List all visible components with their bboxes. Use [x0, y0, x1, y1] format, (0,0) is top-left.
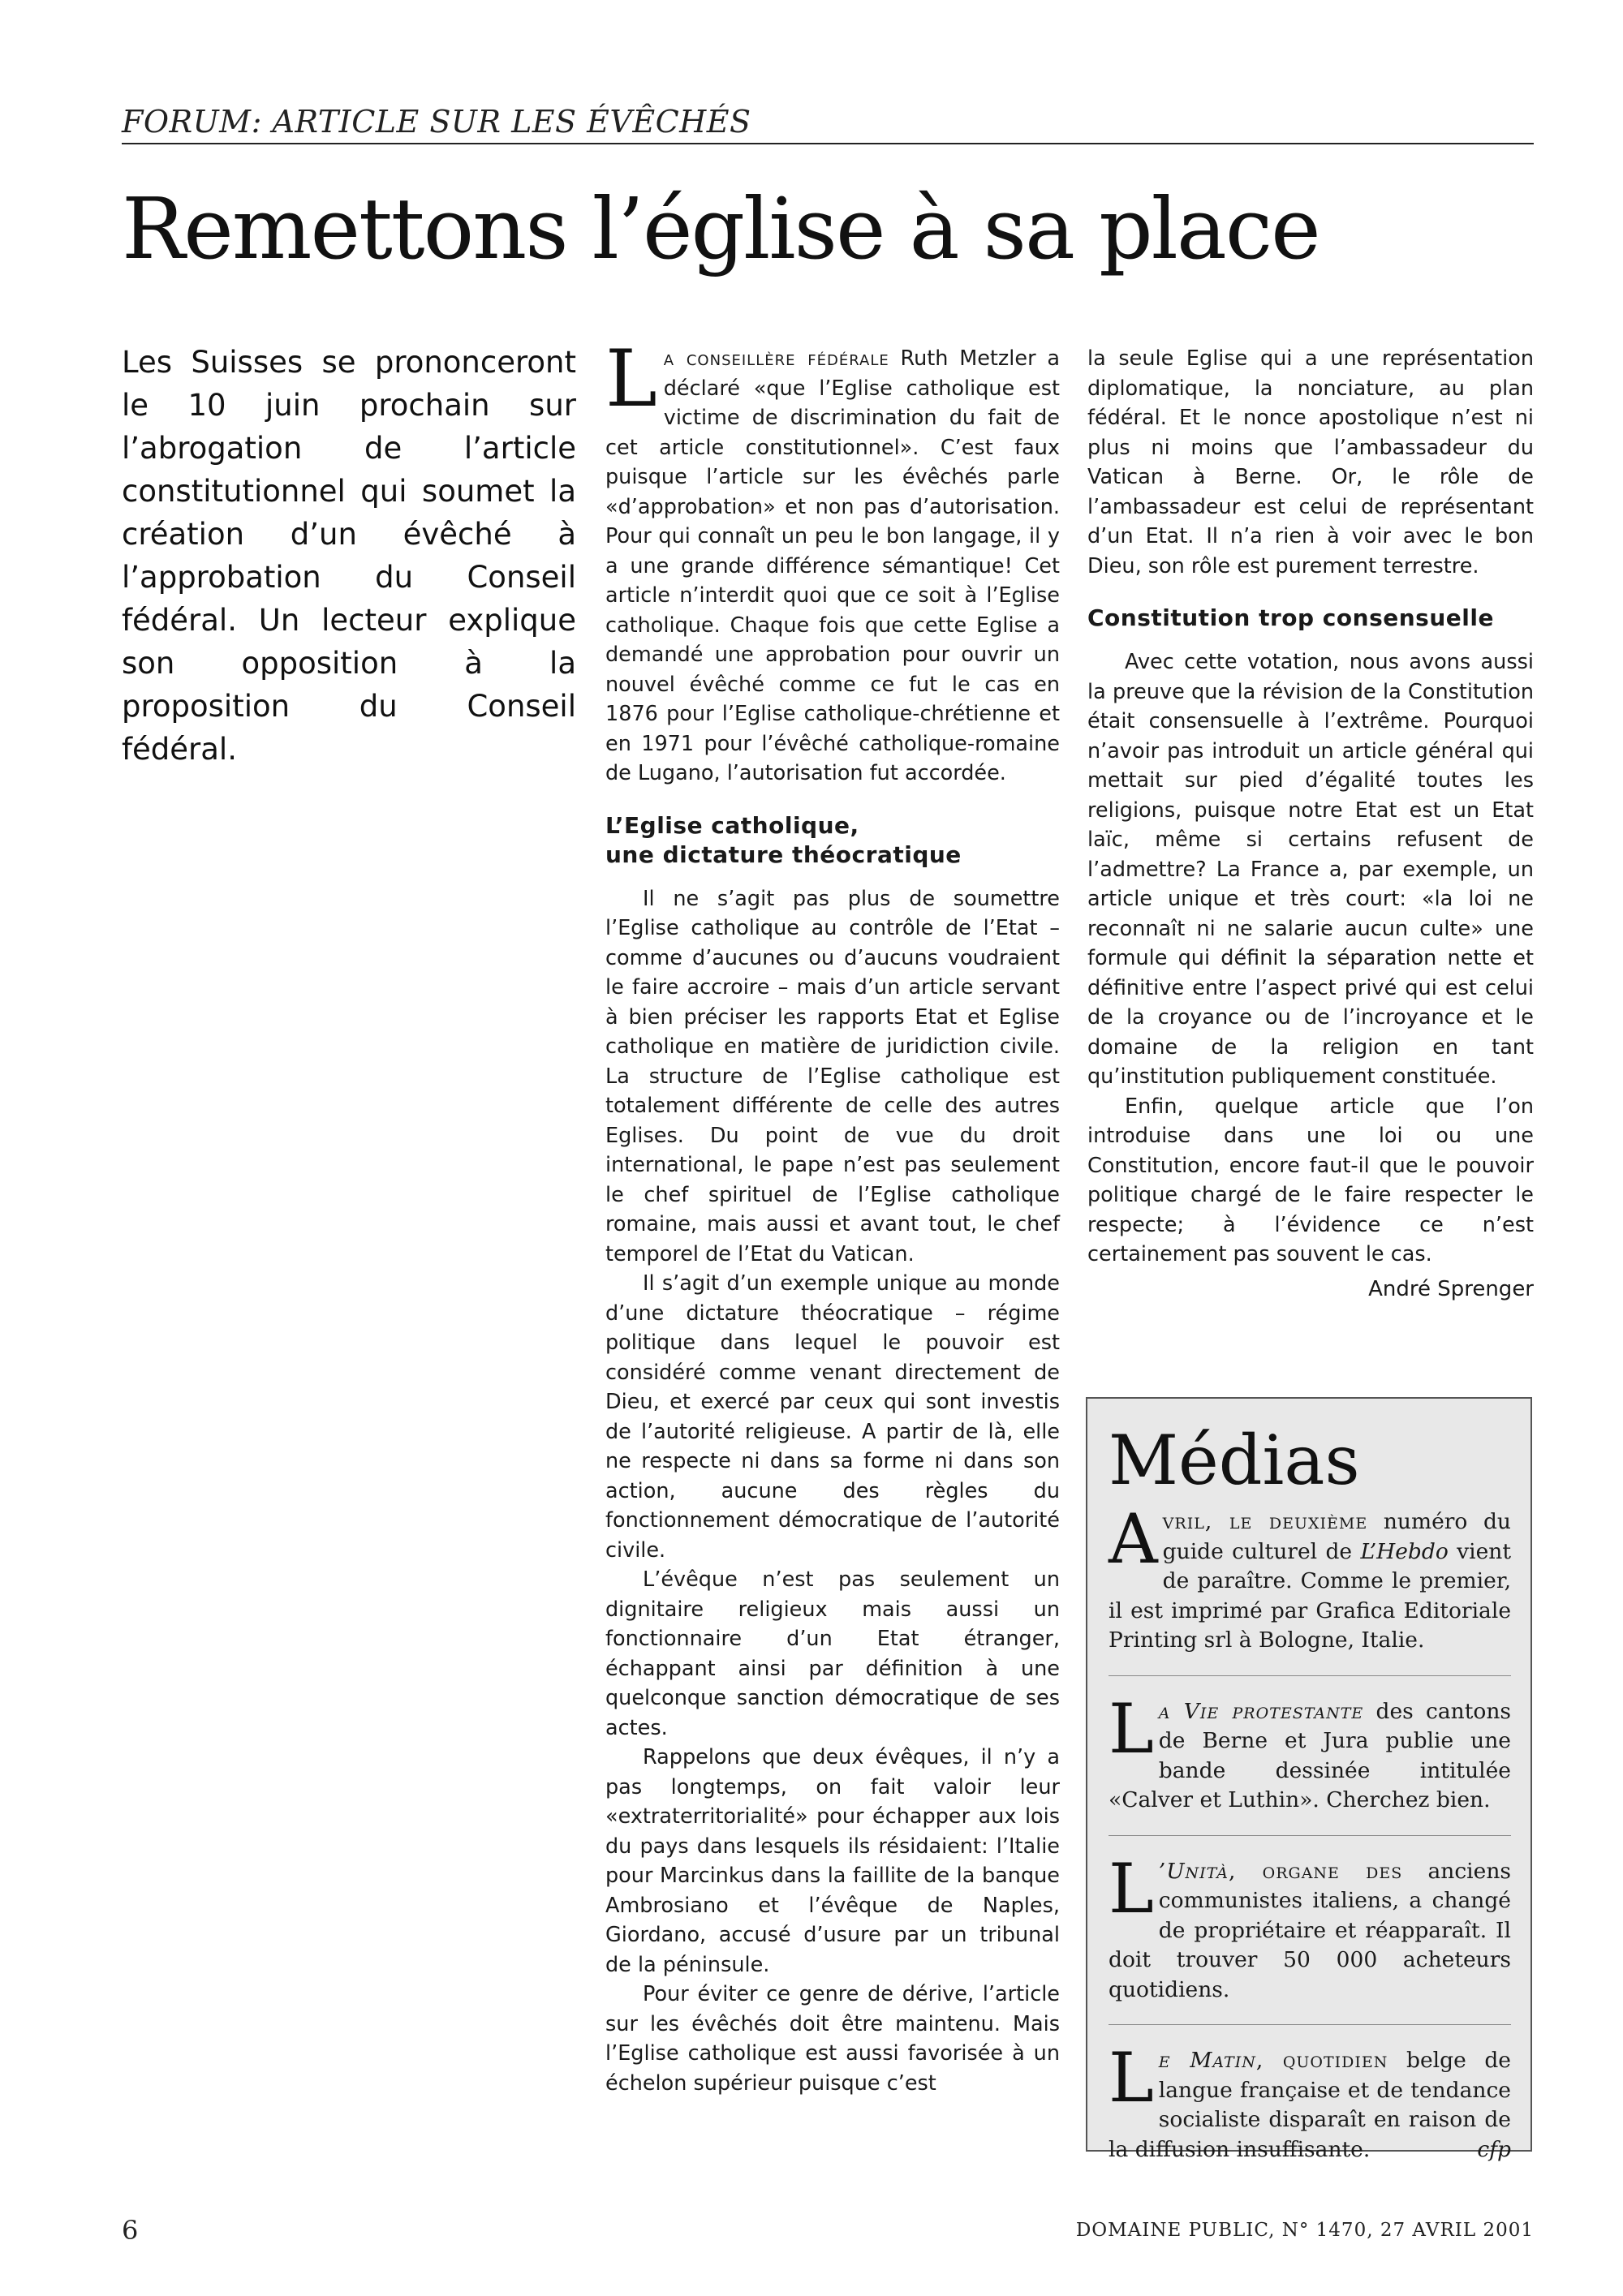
subheading: Constitution trop consensuelle: [1087, 604, 1494, 631]
dropcap: L: [1109, 2038, 1154, 2118]
brief-italic: L’Hebdo: [1360, 1538, 1449, 1564]
medias-title: Médias: [1109, 1421, 1360, 1500]
subheading-line: une dictature théocratique: [605, 841, 962, 868]
article-paragraph: Enfin, quelque article que l’on introduise dans une loi ou une Constitution, encore faut-il que le pouvoir politique chargé de le faire respecter le respecte; à l’évidence ce n’est certainement pas souvent le cas.: [1087, 1094, 1534, 1266]
article-paragraph: Avec cette votation, nous avons aussi la preuve que la révision de la Constitution était consensuelle à l’extrême. Pourquoi n’avoir pas introduit un article général qui mettait sur pied d’égalité toutes les religions, puisque notre Etat est un Etat laïc, même si certains refusent de l’admettre? La France a, par exemple, un article unique et très court: «la loi ne reconnaît ni ne salarie aucun culte» une formule qui définit la séparation nette et définitive entre l’aspect privé qui est celui de la croyance ou de l’incroyance et le domaine de la religion en tant qu’institution publiquement constituée.: [1087, 650, 1534, 1089]
brief-smallcaps: vril, le deuxième: [1162, 1509, 1368, 1534]
article-paragraph: Il s’agit d’un exemple unique au monde d’une dictature théocratique – régime politique dans lequel le pouvoir est considéré comme venant directement de Dieu, et exercé par ceux qui sont investis de l’autorité religieuse. A partir de là, elle ne respecte ni dans sa forme ni dans son action, aucune des règles du fonctionnement démocratique de l’autorité civile.: [605, 1271, 1060, 1563]
issue-line: DOMAINE PUBLIC, N° 1470, 27 AVRIL 2001: [1075, 2220, 1534, 2241]
article-paragraph: Pour éviter ce genre de dérive, l’article sur les évêchés doit être maintenu. Mais l’Eglise catholique est aussi favorisée à un échelon supérieur puisque c’est: [605, 1982, 1060, 2096]
brief-divider: [1109, 2024, 1511, 2025]
brief-text: numéro du guide culturel de: [1162, 1509, 1511, 1564]
medias-box: [1086, 1397, 1532, 2162]
brief-smallcaps: , quotidien: [1255, 2048, 1388, 2073]
author-signature: André Sprenger: [1368, 1276, 1534, 1301]
article-paragraph-1: [605, 333, 1060, 789]
subheading: [605, 811, 1060, 870]
brief-signature: cfp: [1477, 2136, 1511, 2162]
media-brief: [1109, 1848, 1511, 2006]
brief-smallcaps: a Vie protestante: [1158, 1698, 1364, 1724]
brief-text: vient de paraître. Comme le premier, il est imprimé par Grafica Editoriale Printing srl à Bologne, Italie.: [1109, 1538, 1511, 1653]
lead-paragraph: Les Suisses se prononceront le 10 juin prochain sur l’abrogation de l’article constitutionnel qui soumet la création d’un évêché à l’approbation du Conseil fédéral. Un lecteur explique son opposition à la proposition du Conseil fédéral.: [122, 345, 576, 767]
brief-text: des cantons de Berne et Jura publie une bande dessinée intitulée «Calver et Luthin». Cherchez bien.: [1109, 1698, 1511, 1812]
opening-smallcaps: a conseillère fédérale: [663, 346, 889, 371]
brief-divider: [1109, 1835, 1511, 1836]
section-rubric: FORUM: ARTICLE SUR LES ÉVÊCHÉS: [122, 104, 751, 140]
article-column-2: [1087, 344, 1534, 1304]
headline: Remettons l’église à sa place: [122, 179, 1319, 278]
dropcap: L: [1109, 1848, 1154, 1928]
brief-divider: [1109, 1675, 1511, 1676]
brief-smallcaps-italic: ’Unità: [1158, 1858, 1229, 1884]
brief-smallcaps-italic: e Matin: [1158, 2048, 1256, 2073]
media-brief: [1109, 1688, 1511, 1816]
page-number: 6: [122, 2215, 139, 2246]
dropcap: A: [1109, 1499, 1158, 1579]
article-column-1: [605, 333, 1060, 2098]
article-paragraph: L’évêque n’est pas seulement un dignitaire religieux mais aussi un fonctionnaire d’un Etat étranger, échappant ainsi par définition à une quelconque sanction démocratique de ses actes.: [605, 1567, 1060, 1740]
paragraph-text: Ruth Metzler a déclaré «que l’Eglise catholique est victime de discrimination du fait de cet article constitutionnel». C’est faux puisque l’article sur les évêchés parle «d’approbation» et non pas d’autorisation. Pour qui connaît un peu le bon langage, il y a une grande différence sémantique! Cet article n’interdit quoi que ce soit à l’Eglise catholique. Chaque fois que cette Eglise a demandé une approbation pour ouvrir un nouvel évêché comme ce fut le cas en 1876 pour l’Eglise catholique-chrétienne et en 1971 pour l’évêché catholique-romaine de Lugano, l’autorisation fut accordée.: [605, 346, 1060, 785]
media-brief: [1109, 2038, 1511, 2165]
rubric-rule: [122, 143, 1534, 144]
article-paragraph: Rappelons que deux évêques, il n’y a pas longtemps, on fait valoir leur «extraterritorialité» pour échapper aux lois du pays dans lesquels ils résidaient: l’Italie pour Marcinkus dans la faillite de la banque Ambrosiano et l’évêque de Naples, Giordano, accusé d’usure par un tribunal de la péninsule.: [605, 1745, 1060, 1977]
media-brief: [1109, 1499, 1511, 1656]
dropcap: L: [1109, 1688, 1154, 1769]
subheading-line: L’Eglise catholique,: [605, 811, 859, 839]
article-paragraph: Il ne s’agit pas plus de soumettre l’Eglise catholique au contrôle de l’Etat – comme d’aucunes ou d’aucuns voudraient le faire accroire – mais d’un article servant à bien préciser les rapports Etat et Eglise catholique en matière de juridiction civile. La structure de l’Eglise catholique est totalement différente de celle des autres Eglises. Du point de vue du droit international, le pape n’est pas seulement le chef spirituel de l’Eglise catholique romaine, mais aussi et avant tout, le chef temporel de l’Etat du Vatican.: [605, 886, 1060, 1266]
brief-smallcaps: , organe des: [1229, 1858, 1403, 1884]
brief-text: anciens communistes italiens, a changé de propriétaire et réapparaît. Il doit trouver 50 000 acheteurs quotidiens.: [1109, 1858, 1511, 2002]
article-paragraph-continued: la seule Eglise qui a une représentation diplomatique, la nonciature, au plan fédéral. Et le nonce apostolique n’est ni plus ni moins que l’ambassadeur du Vatican à Berne. Or, le rôle de l’ambassadeur est celui de représentant d’un Etat. Il n’a rien à voir avec le bon Dieu, son rôle est purement terrestre.: [1087, 346, 1534, 578]
dropcap: L: [605, 333, 657, 424]
brief-text: belge de langue française et de tendance socialiste disparaît en raison de la diffusion insuffisante.: [1109, 2048, 1511, 2162]
